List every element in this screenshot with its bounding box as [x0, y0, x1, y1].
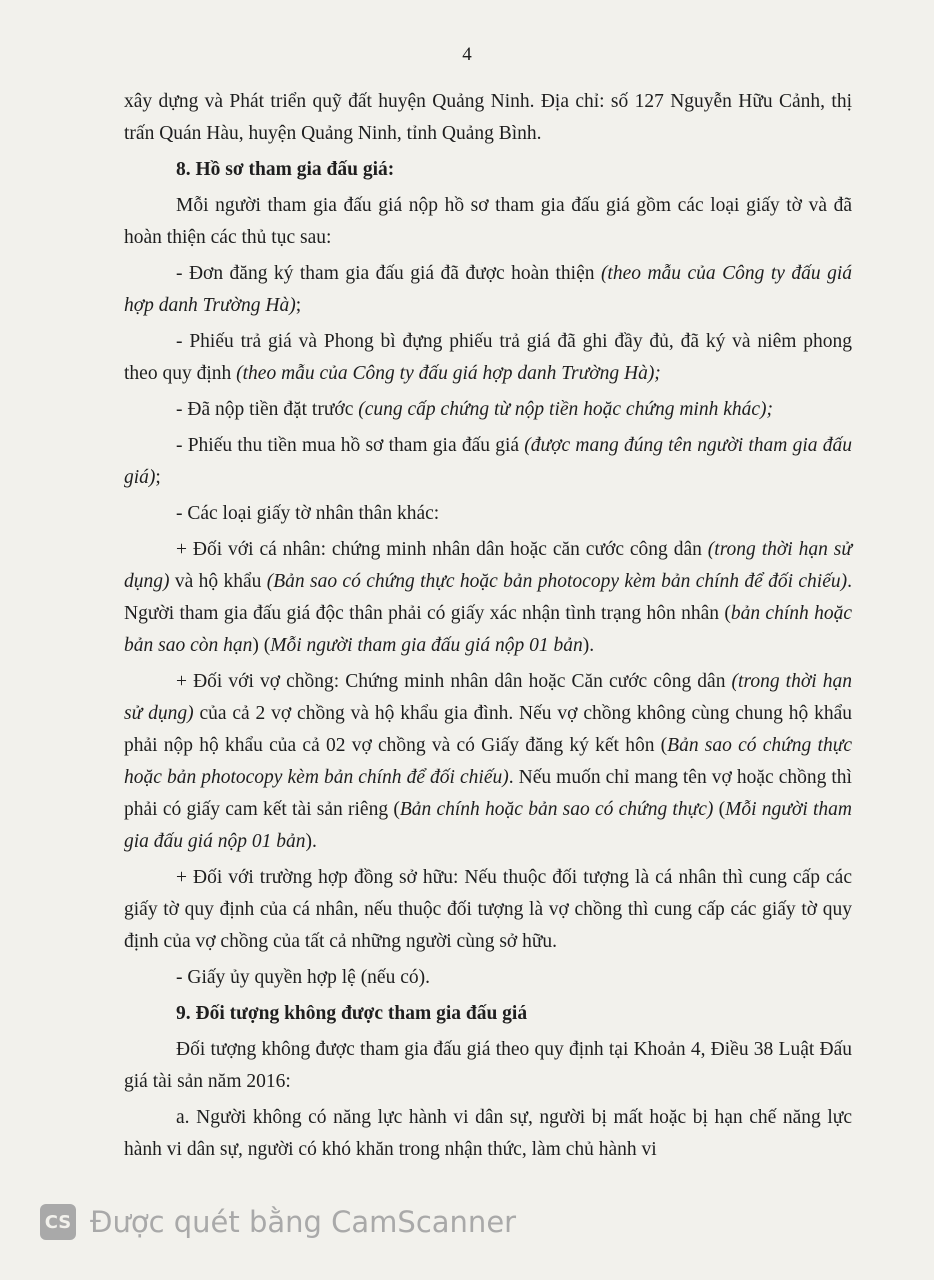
camscanner-watermark [40, 1204, 516, 1240]
italic-text: Bản chính hoặc bản sao có chứng thực) [399, 799, 714, 820]
italic-text: bản chính hoặc bản sao còn hạn [124, 603, 853, 656]
list-item [124, 430, 852, 494]
text-run: ). [582, 635, 595, 656]
paragraph [124, 1034, 852, 1098]
text-run: Mỗi người tham gia đấu giá nộp hồ sơ tham gia đấu giá gồm các loại giấy tờ và đã hoàn thiện các thủ tục sau: [124, 195, 852, 248]
italic-text: (được mang đúng tên người tham gia đấu giá) [124, 435, 852, 488]
text-run: a. Người không có năng lực hành vi dân sự, người bị mất hoặc bị hạn chế năng lực hành vi dân sự, người có khó khăn trong nhận thức, làm chủ hành vi [124, 1107, 852, 1160]
text-run: 8. Hồ sơ tham gia đấu giá: [176, 159, 395, 180]
text-run: - Đã nộp tiền đặt trước [176, 399, 359, 420]
text-run: + Đối với vợ chồng: Chứng minh nhân dân hoặc Căn cước công dân [176, 671, 732, 692]
text-run: - Phiếu thu tiền mua hồ sơ tham gia đấu giá [176, 435, 525, 456]
camscanner-logo-icon: CS [40, 1204, 76, 1240]
text-run: - Đơn đăng ký tham gia đấu giá đã được hoàn thiện [176, 263, 601, 284]
paragraph [124, 190, 852, 254]
italic-text: (trong thời hạn sử dụng) [124, 671, 852, 724]
italic-text: (trong thời hạn sử dụng) [124, 539, 852, 592]
text-run: ; [295, 295, 302, 316]
watermark-text: Được quét bằng CamScanner [90, 1205, 517, 1239]
list-item [124, 258, 852, 322]
text-run: ; [155, 467, 161, 488]
text-run: 9. Đối tượng không được tham gia đấu giá [176, 1003, 528, 1024]
paragraph [124, 1102, 852, 1166]
italic-text: Mỗi người tham gia đấu giá nộp 01 bản [124, 799, 852, 852]
text-run: . Người tham gia đấu giá độc thân phải có giấy xác nhận tình trạng hôn nhân ( [124, 571, 852, 624]
text-run: ) ( [252, 635, 271, 656]
sub-list-item [124, 862, 852, 958]
text-run: . Nếu muốn chỉ mang tên vợ hoặc chồng thì phải có giấy cam kết tài sản riêng ( [124, 767, 852, 820]
text-run: của cả 2 vợ chồng và hộ khẩu gia đình. Nếu vợ chồng không cùng chung hộ khẩu phải nộp hộ khẩu của cả 02 vợ chồng và có Giấy đăng ký kết hôn ( [124, 703, 852, 756]
text-run: - Phiếu trả giá và Phong bì đựng phiếu trả giá đã ghi đầy đủ, đã ký và niêm phong theo quy định [124, 331, 852, 384]
italic-text: (cung cấp chứng từ nộp tiền hoặc chứng minh khác); [358, 399, 774, 420]
sub-list-item [124, 534, 852, 662]
text-run: ). [305, 831, 317, 852]
text-run: ( [713, 799, 726, 820]
text-run: - Các loại giấy tờ nhân thân khác: [176, 503, 440, 524]
text-run: xây dựng và Phát triển quỹ đất huyện Quảng Ninh. Địa chỉ: số 127 Nguyễn Hữu Cảnh, thị trấn Quán Hàu, huyện Quảng Ninh, tỉnh Quảng Bình. [124, 91, 852, 144]
list-item [124, 962, 852, 994]
paragraph [124, 86, 852, 150]
section-heading-9 [124, 998, 852, 1030]
text-run: Đối tượng không được tham gia đấu giá theo quy định tại Khoản 4, Điều 38 Luật Đấu giá tài sản năm 2016: [124, 1039, 852, 1092]
italic-text: Bản sao có chứng thực hoặc bản photocopy kèm bản chính để đối chiếu) [124, 735, 852, 788]
italic-text: (Bản sao có chứng thực hoặc bản photocopy kèm bản chính để đối chiếu) [266, 571, 848, 592]
list-item [124, 326, 852, 390]
sub-list-item [124, 666, 852, 858]
page-number: 4 [462, 44, 472, 65]
text-run: - Giấy ủy quyền hợp lệ (nếu có). [176, 967, 430, 988]
italic-text: (theo mẫu của Công ty đấu giá hợp danh Trường Hà) [124, 263, 852, 316]
italic-text: Mỗi người tham gia đấu giá nộp 01 bản [270, 635, 583, 656]
list-item [124, 394, 852, 426]
section-heading-8 [124, 154, 852, 186]
list-item [124, 498, 852, 530]
text-run: + Đối với cá nhân: chứng minh nhân dân hoặc căn cước công dân [176, 539, 708, 560]
document-body [124, 86, 852, 1170]
italic-text: (theo mẫu của Công ty đấu giá hợp danh Trường Hà); [236, 363, 661, 384]
text-run: + Đối với trường hợp đồng sở hữu: Nếu thuộc đối tượng là cá nhân thì cung cấp các giấy tờ quy định của cá nhân, nếu thuộc đối tượng là vợ chồng thì cung cấp các giấy tờ quy định của vợ chồng của tất cả những người cùng sở hữu. [124, 867, 852, 952]
text-run: và hộ khẩu [169, 571, 267, 592]
